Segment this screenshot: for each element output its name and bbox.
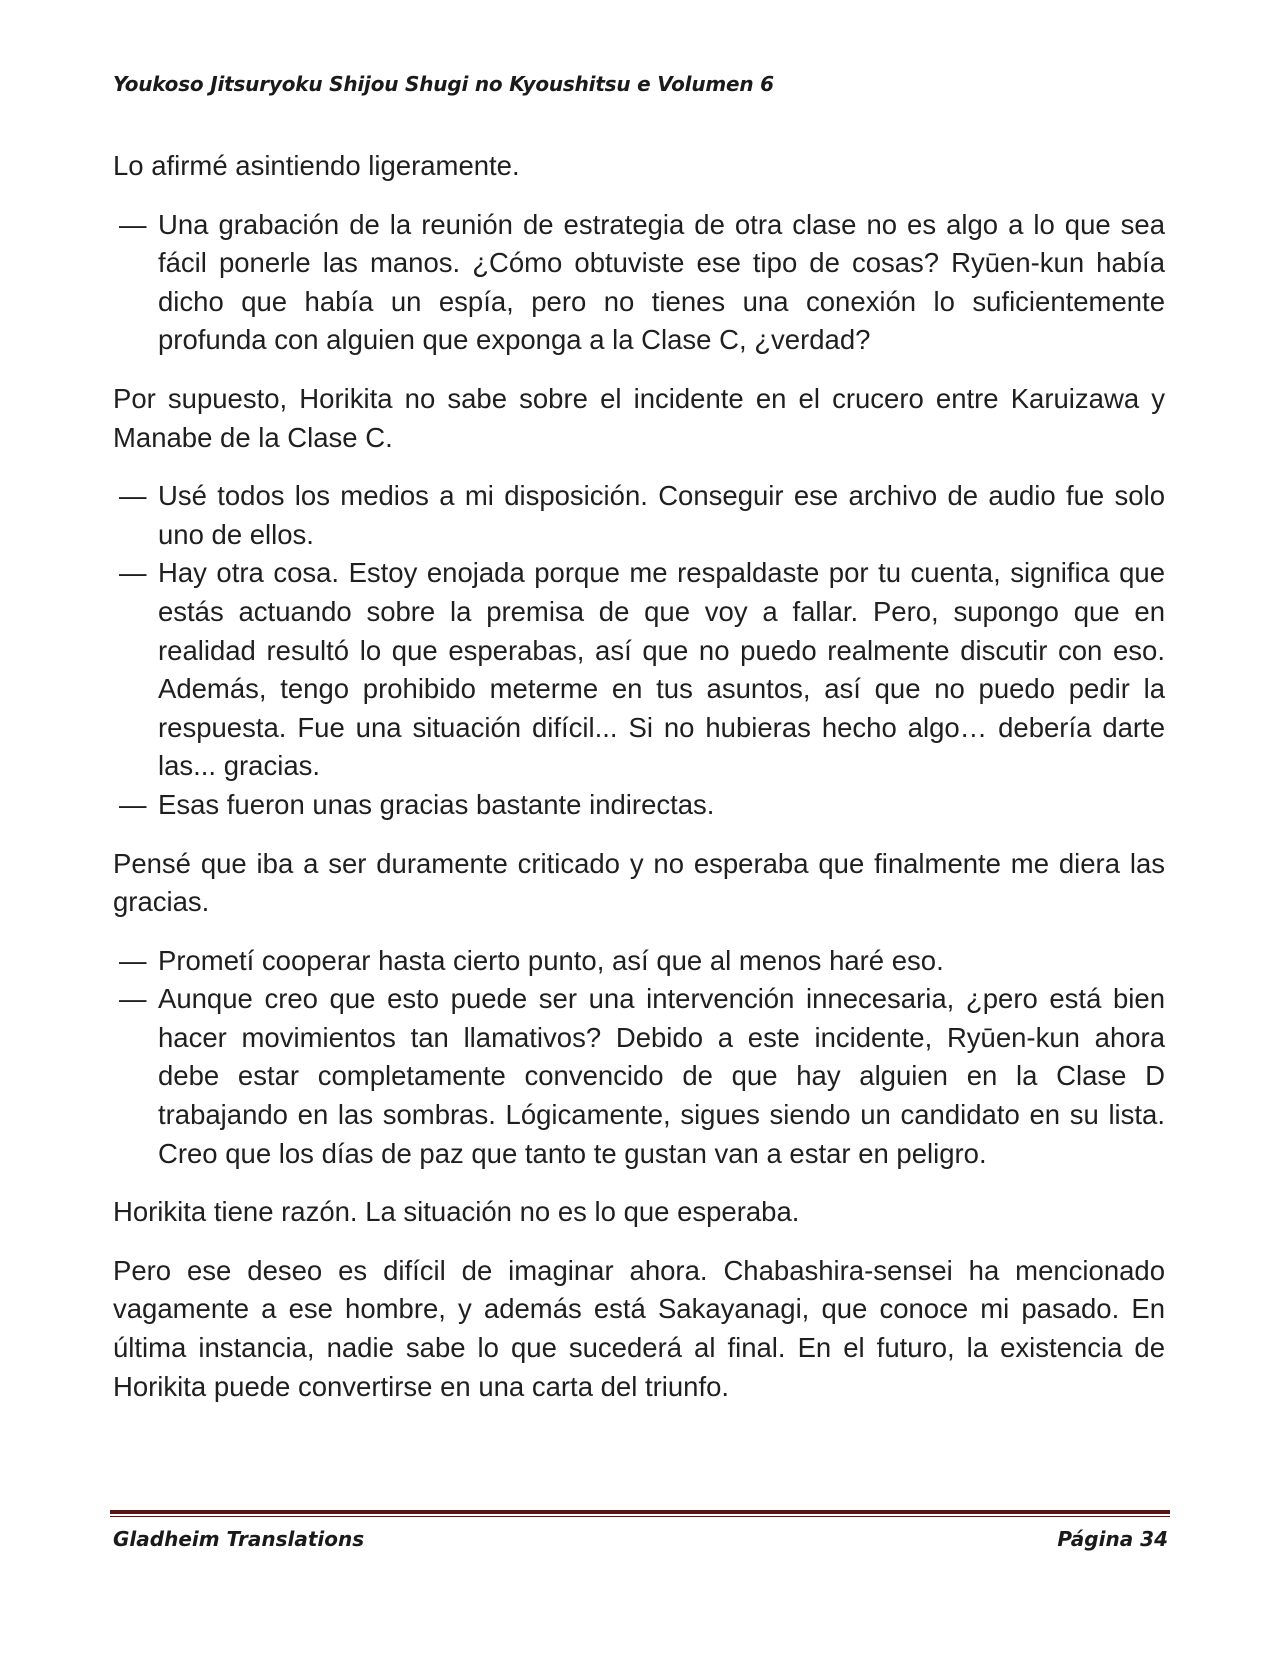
dialogue-line (113, 786, 1165, 825)
paragraph: Pensé que iba a ser duramente criticado y no esperaba que finalmente me diera las gracias. (113, 847, 1165, 918)
footer-rule-thin (110, 1516, 1170, 1517)
dialogue-dash: — (119, 557, 147, 589)
paragraph: Horikita tiene razón. La situación no es lo que esperaba. (113, 1196, 800, 1228)
dialogue-dash: — (119, 208, 147, 240)
dialogue-text: Una grabación de la reunión de estrategia de otra clase no es algo a lo que sea fácil ponerle las manos. ¿Cómo obtuviste ese tipo de cosas? Ryūen-kun había dicho que había un espía, pero no tienes una conexión lo suficientemente profunda con alguien que exponga a la Clase C, ¿verdad? (158, 208, 1165, 356)
page-header: Youkoso Jitsuryoku Shijou Shugi no Kyoushitsu e Volumen 6 (113, 72, 774, 96)
dialogue-line (113, 206, 1165, 360)
dialogue-text: Aunque creo que esto puede ser una intervención innecesaria, ¿pero está bien hacer movimientos tan llamativos? Debido a este incidente, Ryūen-kun ahora debe estar completamente convencido de que hay alguien en la Clase D trabajando en las sombras. Lógicamente, sigues siendo un candidato en su lista. Creo que los días de paz que tanto te gustan van a estar en peligro. (158, 983, 1165, 1169)
dialogue-line (113, 554, 1165, 786)
dialogue-line (113, 477, 1165, 554)
dialogue-text: Esas fueron unas gracias bastante indirectas. (158, 788, 715, 820)
dialogue-text: Hay otra cosa. Estoy enojada porque me respaldaste por tu cuenta, significa que estás actuando sobre la premisa de que voy a fallar. Pero, supongo que en realidad resultó lo que esperabas, así que no puedo realmente discutir con eso. Además, tengo prohibido meterme en tus asuntos, así que no puedo pedir la respuesta. Fue una situación difícil... Si no hubieras hecho algo… debería darte las... gracias. (158, 557, 1165, 782)
dialogue-dash: — (119, 983, 147, 1015)
dialogue-text: Prometí cooperar hasta cierto punto, así que al menos haré eso. (158, 944, 944, 976)
footer-rule (110, 1510, 1170, 1514)
dialogue-line (113, 980, 1165, 1173)
dialogue-group (113, 477, 1165, 824)
footer-credit: Gladheim Translations (113, 1527, 365, 1551)
page-number: Página 34 (1057, 1527, 1168, 1551)
dialogue-dash: — (119, 788, 147, 820)
dialogue-group (113, 942, 1165, 1174)
paragraph: Pero ese deseo es difícil de imaginar ahora. Chabashira-sensei ha mencionado vagamente a ese hombre, y además está Sakayanagi, que conoce mi pasado. En última instancia, nadie sabe lo que sucederá al final. En el futuro, la existencia de Horikita puede convertirse en una carta del triunfo. (113, 1254, 1165, 1402)
body-text (113, 147, 1165, 1426)
paragraph: Por supuesto, Horikita no sabe sobre el incidente en el crucero entre Karuizawa y Manabe de la Clase C. (113, 382, 1165, 453)
paragraph: Lo afirmé asintiendo ligeramente. (113, 150, 520, 181)
dialogue-text: Usé todos los medios a mi disposición. Conseguir ese archivo de audio fue solo uno de ellos. (158, 480, 1165, 550)
dialogue-group (113, 206, 1165, 360)
dialogue-dash: — (119, 480, 147, 512)
dialogue-dash: — (119, 944, 147, 976)
dialogue-line (113, 942, 1165, 981)
